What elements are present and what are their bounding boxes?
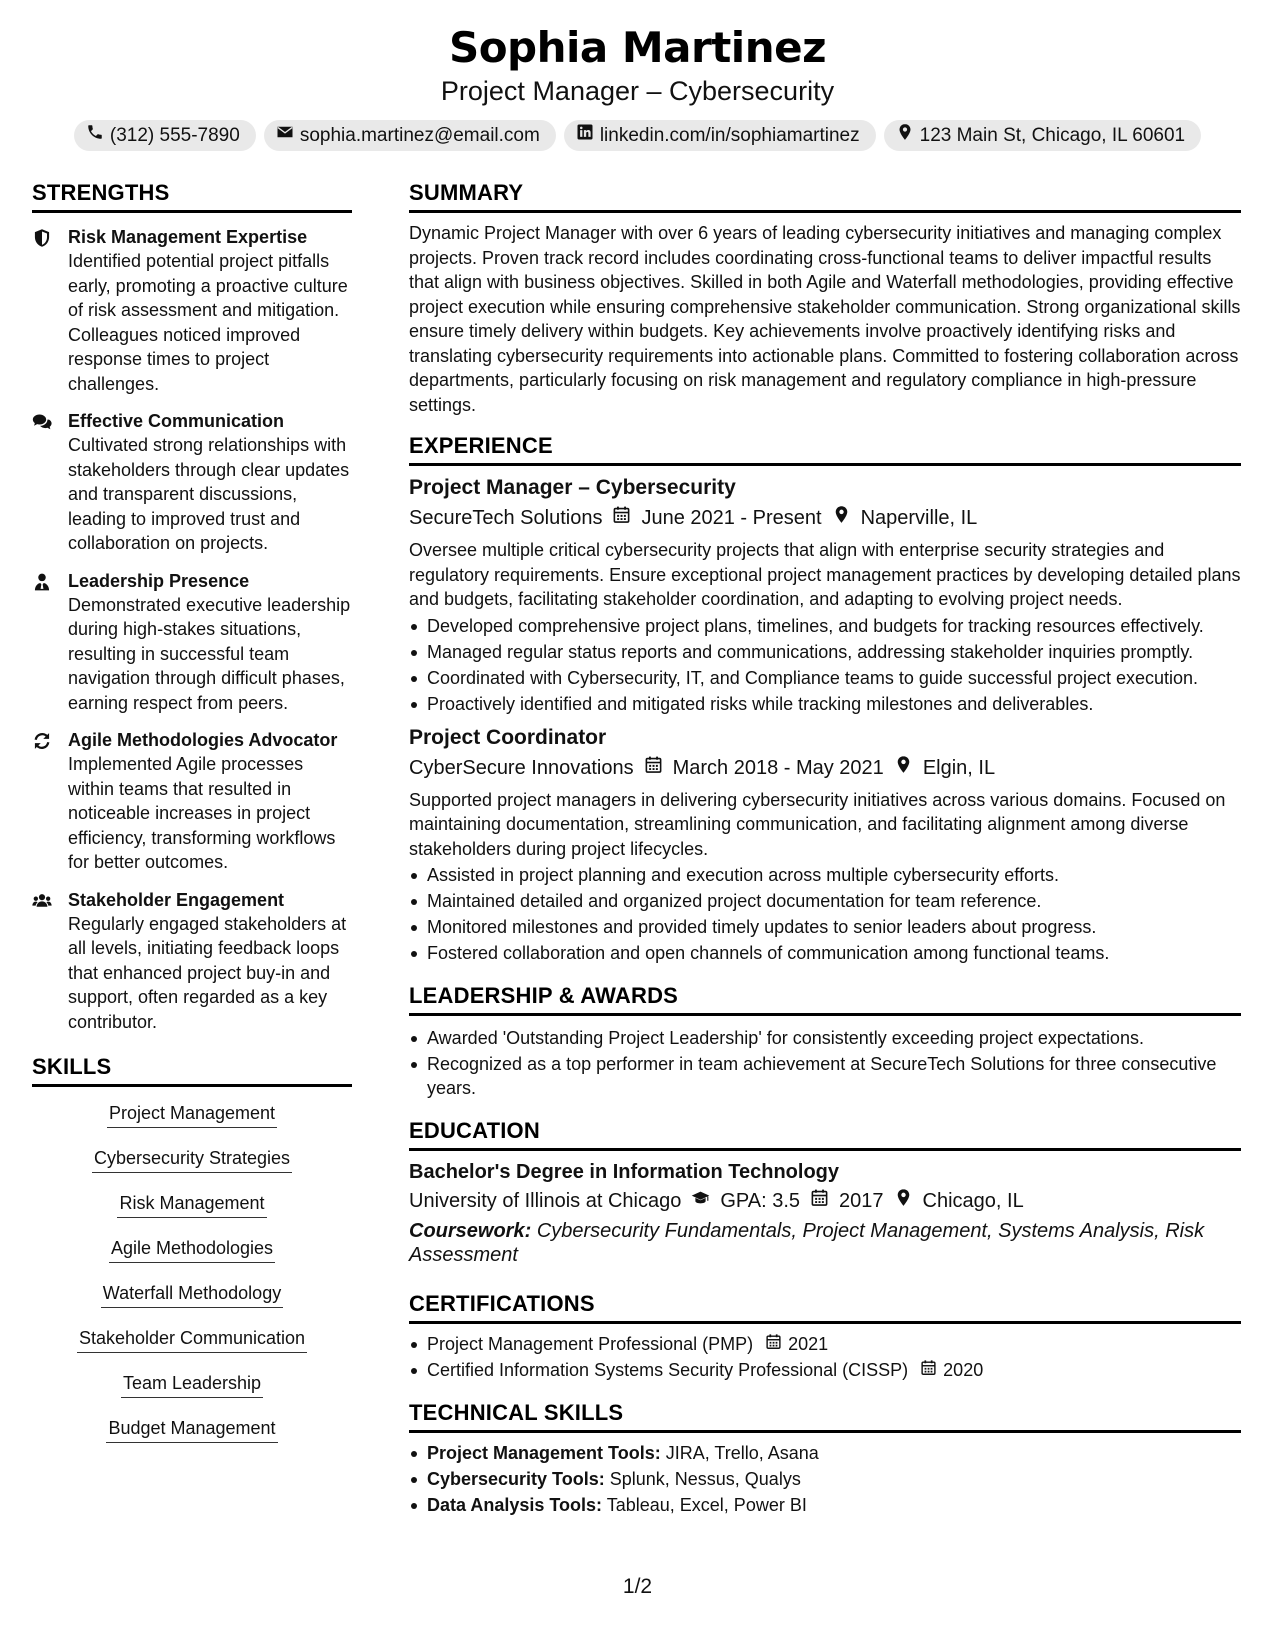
certification-year: 2021 bbox=[788, 1334, 829, 1354]
left-column bbox=[32, 178, 352, 1461]
award-item: Recognized as a top performer in team achievement at SecureTech Solutions for three consecutive years. bbox=[409, 1052, 1241, 1100]
contact-address bbox=[884, 120, 1201, 151]
address-text: 123 Main St, Chicago, IL 60601 bbox=[919, 124, 1186, 146]
calendar-icon bbox=[810, 1187, 829, 1215]
strength-desc: Identified potential project pitfalls early, promoting a proactive culture of risk assessment and mitigation. Colleagues noticed improved response times to project challenges. bbox=[68, 251, 348, 394]
bullet-item: Coordinated with Cybersecurity, IT, and Compliance teams to guide successful project execution. bbox=[409, 666, 1241, 690]
linkedin-icon bbox=[576, 123, 594, 148]
strengths-heading: STRENGTHS bbox=[32, 178, 352, 213]
skill-tag: Risk Management bbox=[117, 1191, 266, 1218]
sync-icon bbox=[32, 728, 58, 875]
phone-icon bbox=[86, 123, 104, 148]
certification-name: Project Management Professional (PMP) bbox=[427, 1334, 754, 1354]
summary-text: Dynamic Project Manager with over 6 years of leading cybersecurity initiatives and managing complex projects. Proven track record includes coordinating cross-functional teams to deliver impactful results that align with business objectives. Skilled in both Agile and Waterfall methodologies, providing effective project execution while ensuring comprehensive stakeholder communication. Strong organizational skills ensure timely delivery within budgets. Key achievements involve proactively identifying risks and translating cybersecurity requirements into actionable plans. Committed to fostering collaboration across departments, particularly focusing on risk management and regulatory compliance in high-pressure settings. bbox=[409, 223, 1241, 415]
gpa: GPA: 3.5 bbox=[720, 1190, 801, 1212]
bullet-item: Maintained detailed and organized project documentation for team reference. bbox=[409, 889, 1241, 913]
technical-skill-item bbox=[409, 1441, 1241, 1465]
strength-title: Stakeholder Engagement bbox=[68, 889, 285, 910]
coursework-text: Cybersecurity Fundamentals, Project Management, Systems Analysis, Risk Assessment bbox=[409, 1220, 1205, 1266]
job-dates: March 2018 - May 2021 bbox=[672, 756, 884, 779]
skill-tag: Waterfall Methodology bbox=[101, 1281, 283, 1308]
technical-skills-heading: TECHNICAL SKILLS bbox=[409, 1398, 1241, 1433]
graduation-year: 2017 bbox=[839, 1190, 884, 1212]
skill-tag: Team Leadership bbox=[121, 1371, 263, 1398]
technical-skill-item bbox=[409, 1493, 1241, 1517]
job-location: Naperville, IL bbox=[860, 507, 978, 529]
awards-section bbox=[409, 981, 1241, 1100]
awards-heading: LEADERSHIP & AWARDS bbox=[409, 981, 1241, 1016]
bullet-item: Fostered collaboration and open channels of communication among functional teams. bbox=[409, 941, 1241, 965]
degree-title: Bachelor's Degree in Information Technology bbox=[409, 1161, 840, 1183]
job-entry bbox=[409, 724, 1241, 966]
bullet-item: Proactively identified and mitigated risks while tracking milestones and deliverables. bbox=[409, 692, 1241, 716]
map-pin-icon bbox=[832, 504, 851, 532]
strength-desc: Regularly engaged stakeholders at all levels, initiating feedback loops that enhanced project buy-in and support, often regarded as a key contributor. bbox=[68, 913, 347, 1032]
school-location: Chicago, IL bbox=[922, 1190, 1024, 1212]
summary-section bbox=[409, 178, 1241, 417]
calendar-icon bbox=[759, 1332, 782, 1356]
job-title: Project Manager – Cybersecurity bbox=[409, 476, 736, 499]
job-bullets bbox=[409, 863, 1241, 965]
bullet-item: Developed comprehensive project plans, timelines, and budgets for tracking resources effectively. bbox=[409, 614, 1241, 638]
technical-skills-section bbox=[409, 1398, 1241, 1517]
linkedin-text: linkedin.com/in/sophiamartinez bbox=[599, 124, 860, 146]
technical-skills-list bbox=[409, 1441, 1241, 1517]
certification-year: 2020 bbox=[943, 1360, 984, 1380]
strengths-list bbox=[32, 225, 352, 1034]
strength-desc: Demonstrated executive leadership during high-stakes situations, resulting in successful team navigation through difficult phases, earning respect from peers. bbox=[68, 594, 351, 713]
resume-header bbox=[0, 22, 1275, 151]
experience-heading: EXPERIENCE bbox=[409, 431, 1241, 466]
strength-item bbox=[32, 569, 352, 716]
experience-section bbox=[409, 431, 1241, 965]
skill-tag: Project Management bbox=[107, 1101, 277, 1128]
education-meta bbox=[409, 1187, 1241, 1215]
graduation-cap-icon bbox=[691, 1187, 710, 1215]
phone-text: (312) 555-7890 bbox=[109, 124, 240, 146]
job-meta bbox=[409, 754, 1241, 782]
candidate-name: Sophia Martinez bbox=[448, 23, 827, 72]
school-name: University of Illinois at Chicago bbox=[409, 1190, 682, 1212]
strength-title: Risk Management Expertise bbox=[68, 227, 308, 247]
skill-tag: Stakeholder Communication bbox=[77, 1326, 307, 1353]
strength-item bbox=[32, 728, 352, 875]
strength-desc: Cultivated strong relationships with stakeholders through clear updates and transparent discussions, leading to improved trust and collaboration on projects. bbox=[68, 435, 350, 553]
map-pin-icon bbox=[896, 123, 914, 148]
strength-title: Leadership Presence bbox=[68, 570, 250, 591]
strength-title: Agile Methodologies Advocator bbox=[68, 730, 338, 750]
certifications-heading: CERTIFICATIONS bbox=[409, 1289, 1241, 1324]
user-tie-icon bbox=[32, 569, 58, 716]
job-description: Oversee multiple critical cybersecurity projects that align with enterprise security strategies and regulatory requirements. Ensure exceptional project management practices by developing detailed plans and budgets, facilitating stakeholder coordination, and adapting to evolving project needs. bbox=[409, 540, 1241, 609]
strength-desc: Implemented Agile processes within teams that resulted in noticeable increases in project efficiency, transforming workflows for better outcomes. bbox=[68, 754, 336, 872]
coursework bbox=[409, 1219, 1241, 1267]
bullet-item: Assisted in project planning and execution across multiple cybersecurity efforts. bbox=[409, 863, 1241, 887]
tech-skill-value: Tableau, Excel, Power BI bbox=[606, 1495, 807, 1515]
comments-icon bbox=[32, 409, 58, 556]
tech-skill-value: JIRA, Trello, Asana bbox=[665, 1443, 819, 1463]
certification-name: Certified Information Systems Security Professional (CISSP) bbox=[427, 1360, 909, 1380]
users-icon bbox=[32, 888, 58, 1035]
award-item: Awarded 'Outstanding Project Leadership' for consistently exceeding project expectations. bbox=[409, 1026, 1241, 1050]
company-name: CyberSecure Innovations bbox=[409, 756, 634, 779]
certification-item bbox=[409, 1358, 1241, 1382]
education-heading: EDUCATION bbox=[409, 1116, 1241, 1151]
skills-list bbox=[32, 1101, 352, 1461]
contact-email[interactable] bbox=[264, 120, 556, 151]
map-pin-icon bbox=[894, 754, 913, 782]
calendar-icon bbox=[644, 754, 663, 782]
strength-item bbox=[32, 409, 352, 556]
coursework-label: Coursework: bbox=[409, 1220, 532, 1242]
company-name: SecureTech Solutions bbox=[409, 507, 603, 529]
job-description: Supported project managers in delivering cybersecurity initiatives across various domains. Focused on maintaining documentation, streamlining communication, and facilitating alignment among diverse stakeholders during project lifecycles. bbox=[409, 789, 1226, 859]
calendar-icon bbox=[914, 1358, 937, 1382]
job-location: Elgin, IL bbox=[922, 756, 996, 779]
tech-skill-value: Splunk, Nessus, Qualys bbox=[609, 1469, 801, 1489]
tech-skill-label: Cybersecurity Tools: bbox=[427, 1469, 605, 1489]
bullet-item: Monitored milestones and provided timely updates to senior leaders about progress. bbox=[409, 915, 1241, 939]
certifications-section bbox=[409, 1289, 1241, 1382]
tech-skill-label: Project Management Tools: bbox=[427, 1443, 661, 1463]
bullet-item: Managed regular status reports and communications, addressing stakeholder inquiries promptly. bbox=[409, 640, 1241, 664]
awards-list bbox=[409, 1026, 1241, 1100]
map-pin-icon bbox=[894, 1187, 913, 1215]
candidate-title: Project Manager – Cybersecurity bbox=[440, 76, 835, 106]
contact-phone[interactable] bbox=[74, 120, 256, 151]
certifications-list bbox=[409, 1332, 1241, 1382]
strength-item bbox=[32, 225, 352, 396]
strength-item bbox=[32, 888, 352, 1035]
skill-tag: Cybersecurity Strategies bbox=[92, 1146, 292, 1173]
skill-tag: Budget Management bbox=[106, 1416, 277, 1443]
technical-skill-item bbox=[409, 1467, 1241, 1491]
job-meta bbox=[409, 504, 1241, 532]
envelope-icon bbox=[276, 123, 294, 148]
education-section bbox=[409, 1116, 1241, 1267]
calendar-icon bbox=[612, 504, 631, 532]
right-column bbox=[409, 178, 1241, 1527]
job-bullets bbox=[409, 614, 1241, 716]
summary-heading: SUMMARY bbox=[409, 178, 1241, 213]
shield-icon bbox=[32, 225, 58, 396]
skills-heading: SKILLS bbox=[32, 1052, 352, 1087]
page-number: 1/2 bbox=[622, 1575, 653, 1598]
job-entry bbox=[409, 474, 1241, 716]
tech-skill-label: Data Analysis Tools: bbox=[427, 1495, 603, 1515]
contact-linkedin[interactable] bbox=[564, 120, 876, 151]
job-dates: June 2021 - Present bbox=[641, 507, 822, 529]
certification-item bbox=[409, 1332, 1241, 1356]
email-text: sophia.martinez@email.com bbox=[299, 124, 540, 146]
contact-bar bbox=[0, 120, 1275, 151]
job-title: Project Coordinator bbox=[409, 725, 607, 749]
skill-tag: Agile Methodologies bbox=[109, 1236, 275, 1263]
strength-title: Effective Communication bbox=[68, 411, 285, 431]
